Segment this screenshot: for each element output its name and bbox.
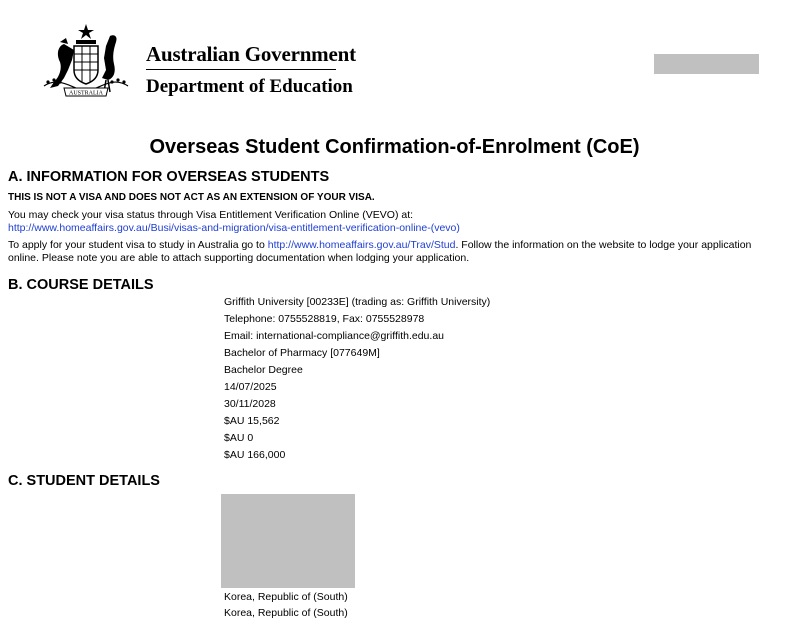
header-divider [146,69,336,70]
start-date-value: 14/07/2025 [224,381,277,393]
end-date-value: 30/11/2028 [224,398,276,410]
country-of-birth-value: Korea, Republic of (South) [224,591,348,603]
department-name: Department of Education [146,76,353,97]
apply-text-1: To apply for your student visa to study in Australia go to [8,239,265,251]
document-title: Overseas Student Confirmation-of-Enrolment (CoE) [149,136,640,158]
section-c-heading: C. STUDENT DETAILS [8,473,160,489]
section-b-heading: B. COURSE DETAILS [8,277,154,293]
non-tuition-fee-value: $AU 0 [224,432,254,444]
course-value: Bachelor of Pharmacy [077649M] [224,347,380,359]
vevo-paragraph [8,209,778,235]
course-level-value: Bachelor Degree [224,364,303,376]
provider-value: Griffith University [00233E] (trading as: Griffith University) [224,296,491,308]
apply-text-2: . Follow the information on the website to lodge your application online. Please note you are able to attach supporting documentation when lodging your application. [8,239,752,264]
provider-telephone: Telephone: 0755528819, Fax: 0755528978 [224,313,425,325]
initial-fee-value: $AU 15,562 [224,415,280,427]
redacted-block [221,494,355,588]
vevo-link[interactable]: http://www.homeaffairs.gov.au/Busi/visas-and-migration/visa-entitlement-verification-online-(vevo) [8,222,460,234]
nationality-value: Korea, Republic of (South) [224,607,348,619]
provider-email: Email: international-compliance@griffith.edu.au [224,330,444,342]
government-name: Australian Government [146,42,356,66]
apply-paragraph [8,239,778,265]
vevo-text: You may check your visa status through Visa Entitlement Verification Online (VEVO) at: [8,209,414,221]
apply-link[interactable]: http://www.homeaffairs.gov.au/Trav/Stud [267,239,456,251]
letterhead [0,0,789,110]
redacted-block [654,54,759,74]
section-a-heading: A. INFORMATION FOR OVERSEAS STUDENTS [8,169,330,185]
visa-warning: THIS IS NOT A VISA AND DOES NOT ACT AS AN EXTENSION OF YOUR VISA. [8,192,375,203]
coat-of-arms-icon [36,22,136,100]
total-fee-value: $AU 166,000 [224,449,286,461]
crest-motto: AUSTRALIA [69,90,103,97]
